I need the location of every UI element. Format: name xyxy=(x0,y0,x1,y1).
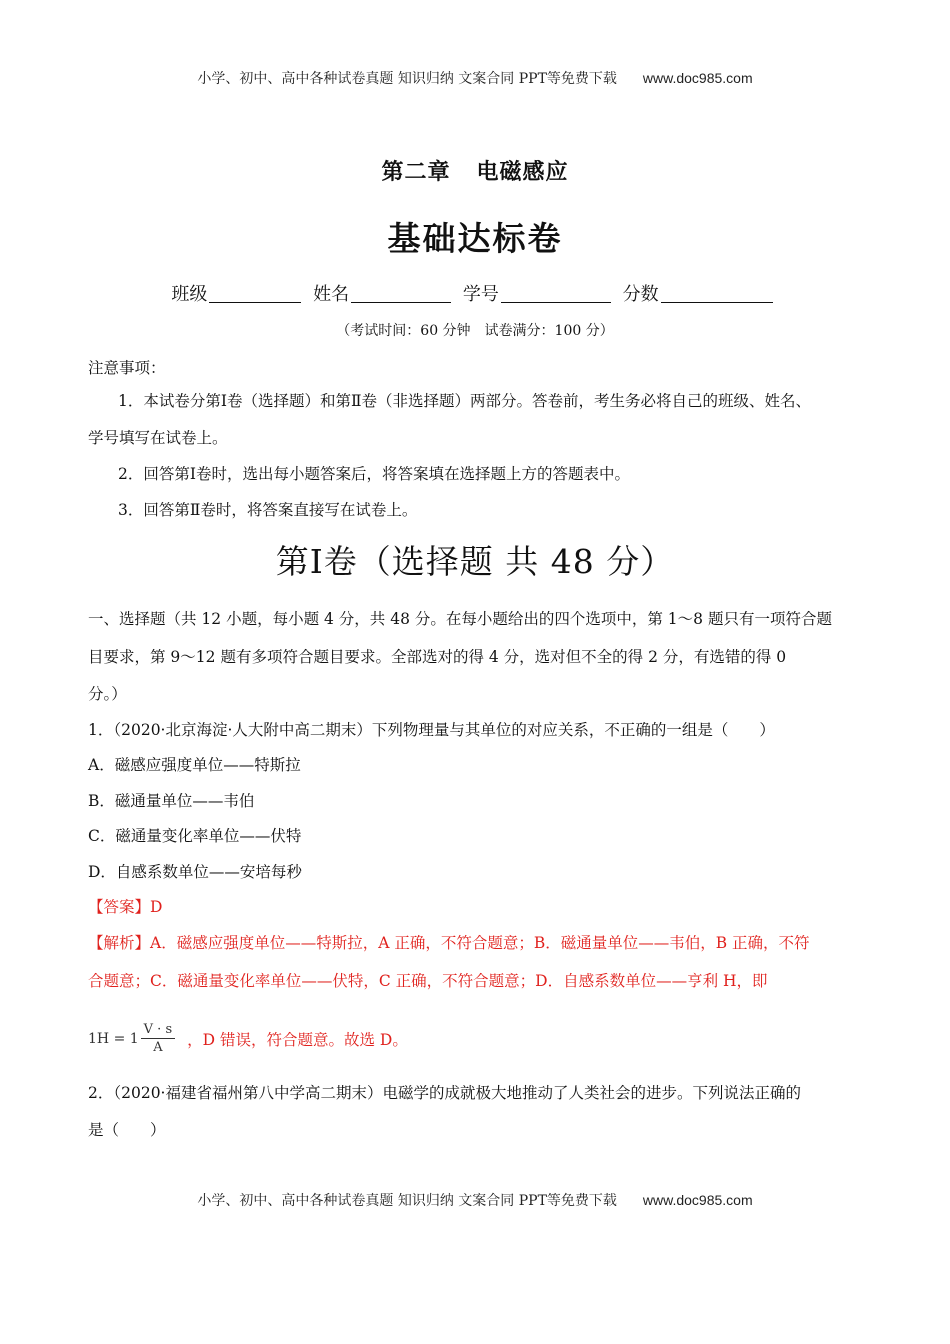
name-blank[interactable] xyxy=(351,284,451,303)
footer-url[interactable]: www.doc985.com xyxy=(642,1192,753,1208)
header-text: 小学、初中、高中各种试卷真题 知识归纳 文案合同 PPT等免费下载 xyxy=(197,71,617,87)
note-item-2: 2．回答第Ⅰ卷时，选出每小题答案后，将答案填在选择题上方的答题表中。 xyxy=(118,465,630,483)
question-1-option-a: A．磁感应强度单位——特斯拉 xyxy=(88,756,301,774)
question-2-stem-line-2: 是（ ） xyxy=(88,1121,166,1139)
class-label: 班级 xyxy=(171,284,208,305)
notes-title: 注意事项： xyxy=(88,359,166,377)
note-item-1-line-1: 1．本试卷分第Ⅰ卷（选择题）和第Ⅱ卷（非选择题）两部分。答卷前，考生务必将自己的班级、姓名、 xyxy=(118,392,812,410)
question-1-stem: 1．（2020·北京海淀·人大附中高二期末）下列物理量与其单位的对应关系，不正确的一组是（ ） xyxy=(88,721,775,739)
score-blank[interactable] xyxy=(661,284,773,303)
exam-title: 基础达标卷 xyxy=(387,219,563,258)
page-footer xyxy=(0,1190,950,1210)
formula-denominator: A xyxy=(153,1040,163,1055)
question-1-answer: 【答案】D xyxy=(88,898,163,916)
henry-formula xyxy=(88,1022,408,1055)
question-1-option-b: B．磁通量单位——韦伯 xyxy=(88,792,255,810)
question-2-stem-line-1: 2．（2020·福建省福州第八中学高二期末）电磁学的成就极大地推动了人类社会的进步。下列说法正确的 xyxy=(88,1084,801,1102)
student-id-blank[interactable] xyxy=(501,284,611,303)
page-header xyxy=(0,68,950,88)
note-item-1-line-2: 学号填写在试卷上。 xyxy=(88,429,228,447)
instructions-line-2: 目要求，第 9～12 题有多项符合题目要求。全部选对的得 4 分，选对但不全的得 2 分，有选错的得 0 xyxy=(88,648,787,666)
question-1-option-d: D．自感系数单位——安培每秒 xyxy=(88,863,302,881)
instructions-line-1: 一、选择题（共 12 小题，每小题 4 分，共 48 分。在每小题给出的四个选项中，第 1～8 题只有一项符合题 xyxy=(88,610,832,628)
formula-fraction xyxy=(141,1022,175,1055)
name-label: 姓名 xyxy=(313,284,350,305)
chapter-name: 电磁感应 xyxy=(476,160,569,185)
formula-numerator: V · s xyxy=(141,1022,175,1039)
score-label: 分数 xyxy=(622,284,659,305)
section-title: 第Ⅰ卷（选择题 共 48 分） xyxy=(275,542,675,581)
header-url[interactable]: www.doc985.com xyxy=(642,70,753,86)
footer-text: 小学、初中、高中各种试卷真题 知识归纳 文案合同 PPT等免费下载 xyxy=(197,1193,617,1209)
question-1-analysis-line-3: ，D 错误，符合题意。故选 D。 xyxy=(187,1030,408,1049)
chapter-heading xyxy=(0,155,950,186)
instructions-line-3: 分。） xyxy=(88,685,127,703)
student-info-row xyxy=(0,280,950,306)
question-1-option-c: C．磁通量变化率单位——伏特 xyxy=(88,827,302,845)
exam-time-line: （考试时间：60 分钟 试卷满分：100 分） xyxy=(336,323,614,339)
chapter-number: 第二章 xyxy=(381,160,451,185)
formula-left: 1H = 1 xyxy=(88,1030,139,1047)
note-item-3: 3．回答第Ⅱ卷时，将答案直接写在试卷上。 xyxy=(118,501,418,519)
class-blank[interactable] xyxy=(209,284,301,303)
student-id-label: 学号 xyxy=(462,284,499,305)
question-1-analysis-line-2: 合题意；C．磁通量变化率单位——伏特，C 正确，不符合题意；D．自感系数单位——亨利 H，即 xyxy=(88,972,768,990)
question-1-analysis-line-1: 【解析】A．磁感应强度单位——特斯拉，A 正确，不符合题意；B．磁通量单位——韦伯，B 正确，不符 xyxy=(88,934,810,952)
